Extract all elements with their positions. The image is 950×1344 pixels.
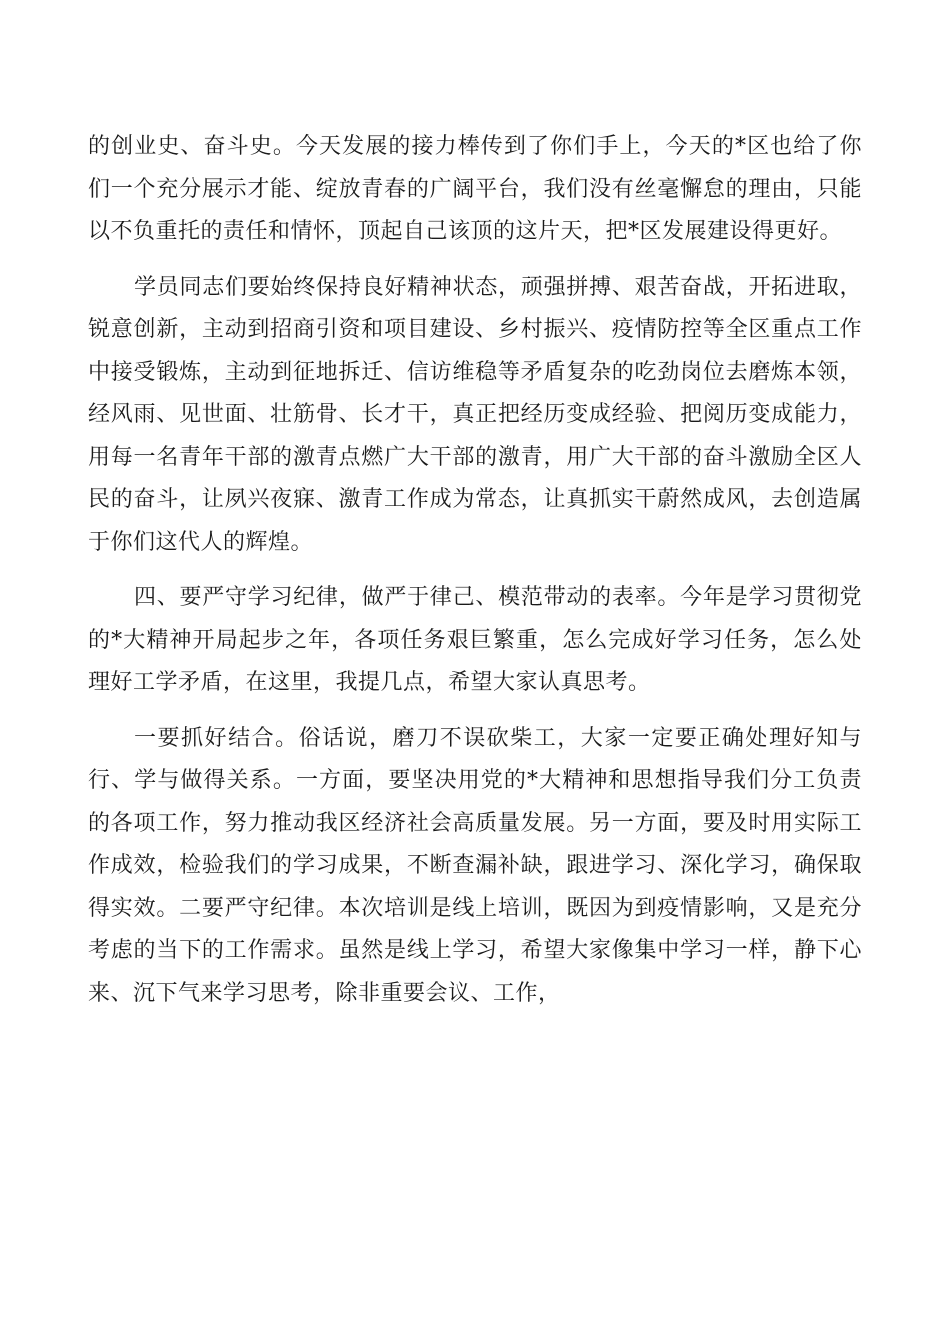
paragraph-section-four-heading: 四、要严守学习纪律，做严于律己、模范带动的表率。今年是学习贯彻党的*大精神开局起步之年，各项任务艰巨繁重，怎么完成好学习任务，怎么处理好工学矛盾，在这里，我提几点，希望大家认真思考。 <box>88 585 862 695</box>
paragraph-trainee-spirit: 学员同志们要始终保持良好精神状态，顽强拼搏、艰苦奋战，开拓进取，锐意创新，主动到招商引资和项目建设、乡村振兴、疫情防控等全区重点工作中接受锻炼，主动到征地拆迁、信访维稳等矛盾复杂的吃劲岗位去磨炼本领，经风雨、见世面、壮筋骨、长才干，真正把经历变成经验、把阅历变成能力，用每一名青年干部的激青点燃广大干部的激青，用广大干部的奋斗激励全区人民的奋斗，让夙兴夜寐、激青工作成为常态，让真抓实干蔚然成风，去创造属于你们这代人的辉煌。 <box>88 274 862 555</box>
paragraph-continuation: 的创业史、奋斗史。今天发展的接力棒传到了你们手上，今天的*区也给了你们一个充分展示才能、绽放青春的广阔平台，我们没有丝毫懈怠的理由，只能以不负重托的责任和情怀，顶起自己该顶的这片天，把*区发展建设得更好。 <box>88 134 862 244</box>
document-body <box>88 126 862 1028</box>
paragraph-combine-and-discipline: 一要抓好结合。俗话说，磨刀不误砍柴工，大家一定要正确处理好知与行、学与做得关系。一方面，要坚决用党的*大精神和思想指导我们分工负责的各项工作，努力推动我区经济社会高质量发展。另一方面，要及时用实际工作成效，检验我们的学习成果，不断查漏补缺，跟进学习、深化学习，确保取得实效。二要严守纪律。本次培训是线上培训，既因为到疫情影响，又是充分考虑的当下的工作需求。虽然是线上学习，希望大家像集中学习一样，静下心来、沉下气来学习思考，除非重要会议、工作， <box>88 725 862 1006</box>
